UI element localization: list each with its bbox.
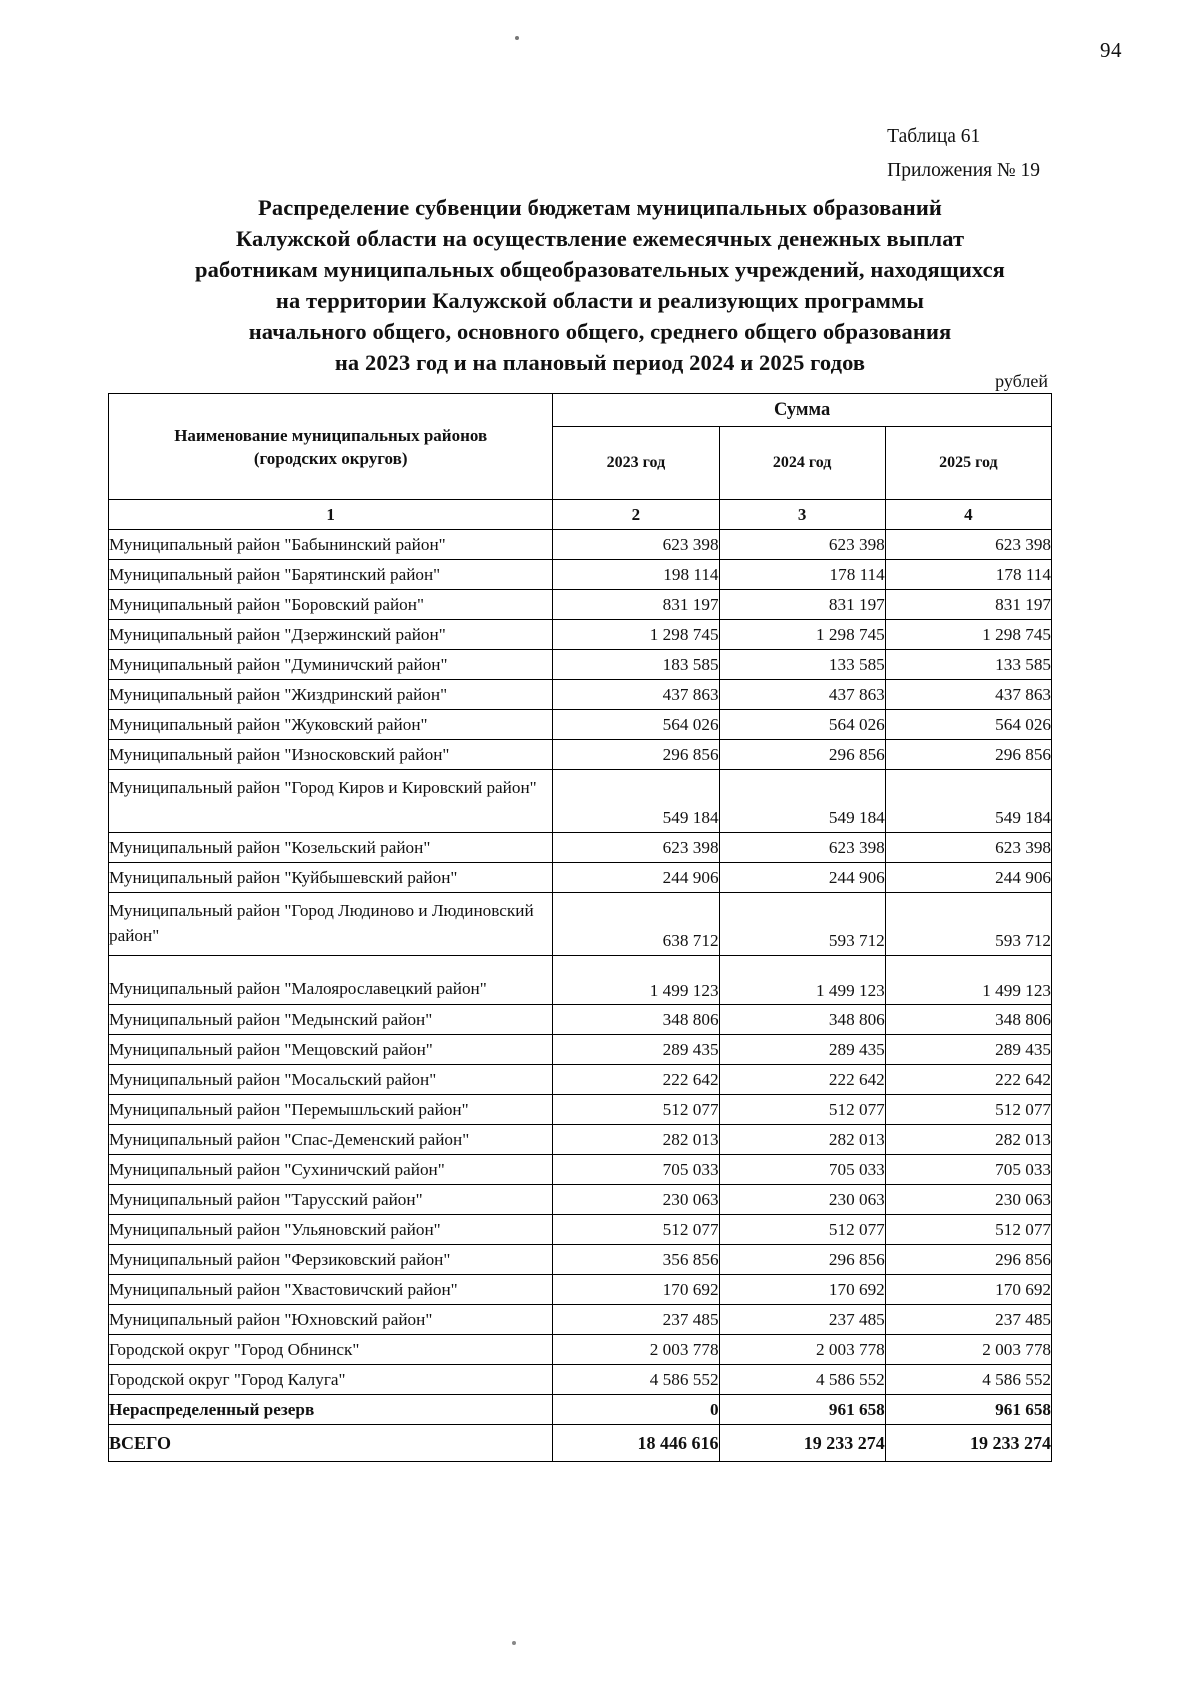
- table-row: [109, 863, 1052, 893]
- units-label: рублей: [995, 371, 1048, 391]
- row-value-2023: 1 298 745: [553, 620, 719, 650]
- row-value-2024: 348 806: [719, 1005, 885, 1035]
- table-row: [109, 1245, 1052, 1275]
- row-municipality-name: Муниципальный район "Дзержинский район": [109, 620, 553, 650]
- row-municipality-name: Муниципальный район "Тарусский район": [109, 1185, 553, 1215]
- row-municipality-name: Нераспределенный резерв: [109, 1395, 553, 1425]
- table-row: [109, 560, 1052, 590]
- table-row: [109, 1035, 1052, 1065]
- row-value-2023: 705 033: [553, 1155, 719, 1185]
- row-municipality-name: Городской округ "Город Калуга": [109, 1365, 553, 1395]
- row-municipality-name: Муниципальный район "Перемышльский район": [109, 1095, 553, 1125]
- row-value-2025: 512 077: [885, 1215, 1051, 1245]
- row-value-2024: 2 003 778: [719, 1335, 885, 1365]
- row-municipality-name: ВСЕГО: [109, 1425, 553, 1462]
- row-municipality-name: Муниципальный район "Жиздринский район": [109, 680, 553, 710]
- row-municipality-name: Муниципальный район "Бабынинский район": [109, 530, 553, 560]
- row-value-2023: 348 806: [553, 1005, 719, 1035]
- row-value-2023: 198 114: [553, 560, 719, 590]
- column-number-3: 3: [719, 500, 885, 530]
- table-row: [109, 1395, 1052, 1425]
- row-value-2023: 623 398: [553, 833, 719, 863]
- row-municipality-name: Муниципальный район "Хвастовичский район": [109, 1275, 553, 1305]
- row-value-2024: 296 856: [719, 740, 885, 770]
- column-number-row: [109, 500, 1052, 530]
- row-value-2025: 1 298 745: [885, 620, 1051, 650]
- row-value-2025: 437 863: [885, 680, 1051, 710]
- row-value-2024: 178 114: [719, 560, 885, 590]
- row-value-2025: 296 856: [885, 740, 1051, 770]
- row-value-2025: 133 585: [885, 650, 1051, 680]
- header-name-line2: (городских округов): [253, 448, 408, 468]
- row-value-2024: 133 585: [719, 650, 885, 680]
- title-line-1: Распределение субвенции бюджетам муниципальных образований: [258, 195, 942, 220]
- row-municipality-name: Муниципальный район "Медынский район": [109, 1005, 553, 1035]
- row-value-2024: 19 233 274: [719, 1425, 885, 1462]
- row-value-2025: 593 712: [885, 893, 1051, 956]
- row-value-2025: 623 398: [885, 530, 1051, 560]
- row-value-2023: 356 856: [553, 1245, 719, 1275]
- page-title: [0, 192, 1200, 378]
- row-value-2023: 170 692: [553, 1275, 719, 1305]
- table-row: [109, 1125, 1052, 1155]
- row-value-2025: 282 013: [885, 1125, 1051, 1155]
- table-row: [109, 770, 1052, 833]
- header-year-2023: 2023 год: [553, 427, 719, 500]
- row-value-2024: 705 033: [719, 1155, 885, 1185]
- row-value-2025: 296 856: [885, 1245, 1051, 1275]
- row-value-2023: 512 077: [553, 1215, 719, 1245]
- table-row: [109, 710, 1052, 740]
- row-value-2024: 564 026: [719, 710, 885, 740]
- row-municipality-name: Муниципальный район "Сухиничский район": [109, 1155, 553, 1185]
- row-municipality-name: Муниципальный район "Барятинский район": [109, 560, 553, 590]
- row-municipality-name: Муниципальный район "Мещовский район": [109, 1035, 553, 1065]
- table-row: [109, 1305, 1052, 1335]
- title-line-5: начального общего, основного общего, среднего общего образования: [248, 319, 952, 344]
- row-value-2025: 170 692: [885, 1275, 1051, 1305]
- header-sum-group: Сумма: [553, 394, 1052, 427]
- row-municipality-name: Муниципальный район "Юхновский район": [109, 1305, 553, 1335]
- row-municipality-name: Муниципальный район "Боровский район": [109, 590, 553, 620]
- row-value-2025: 549 184: [885, 770, 1051, 833]
- row-value-2023: 564 026: [553, 710, 719, 740]
- row-municipality-name: Муниципальный район "Износковский район": [109, 740, 553, 770]
- row-value-2023: 296 856: [553, 740, 719, 770]
- row-value-2025: 237 485: [885, 1305, 1051, 1335]
- page-artifact-dot-top: [515, 36, 519, 40]
- row-value-2024: 170 692: [719, 1275, 885, 1305]
- row-value-2024: 623 398: [719, 530, 885, 560]
- table-row: [109, 1005, 1052, 1035]
- row-value-2023: 222 642: [553, 1065, 719, 1095]
- row-value-2024: 237 485: [719, 1305, 885, 1335]
- row-value-2024: 296 856: [719, 1245, 885, 1275]
- row-value-2023: 2 003 778: [553, 1335, 719, 1365]
- row-value-2023: 289 435: [553, 1035, 719, 1065]
- row-value-2025: 4 586 552: [885, 1365, 1051, 1395]
- row-value-2024: 244 906: [719, 863, 885, 893]
- row-value-2023: 183 585: [553, 650, 719, 680]
- row-value-2023: 237 485: [553, 1305, 719, 1335]
- row-value-2025: 244 906: [885, 863, 1051, 893]
- table-row: [109, 1335, 1052, 1365]
- row-value-2024: 437 863: [719, 680, 885, 710]
- row-value-2025: 289 435: [885, 1035, 1051, 1065]
- row-municipality-name: Муниципальный район "Спас-Деменский район": [109, 1125, 553, 1155]
- table-row: [109, 650, 1052, 680]
- table-row: [109, 1065, 1052, 1095]
- row-value-2024: 289 435: [719, 1035, 885, 1065]
- row-municipality-name: Муниципальный район "Козельский район": [109, 833, 553, 863]
- row-value-2025: 512 077: [885, 1095, 1051, 1125]
- row-municipality-name: Муниципальный район "Ульяновский район": [109, 1215, 553, 1245]
- row-value-2025: 564 026: [885, 710, 1051, 740]
- table-row: [109, 530, 1052, 560]
- row-value-2023: 282 013: [553, 1125, 719, 1155]
- row-value-2024: 1 499 123: [719, 956, 885, 1005]
- row-value-2025: 705 033: [885, 1155, 1051, 1185]
- header-year-2024: 2024 год: [719, 427, 885, 500]
- row-municipality-name: Муниципальный район "Город Людиново и Людиновский район": [109, 893, 553, 956]
- table-row: [109, 1365, 1052, 1395]
- row-value-2025: 831 197: [885, 590, 1051, 620]
- row-municipality-name: Муниципальный район "Жуковский район": [109, 710, 553, 740]
- row-value-2024: 961 658: [719, 1395, 885, 1425]
- row-municipality-name: Муниципальный район "Думиничский район": [109, 650, 553, 680]
- row-value-2024: 230 063: [719, 1185, 885, 1215]
- row-value-2023: 244 906: [553, 863, 719, 893]
- row-value-2024: 282 013: [719, 1125, 885, 1155]
- row-value-2024: 1 298 745: [719, 620, 885, 650]
- row-value-2024: 222 642: [719, 1065, 885, 1095]
- distribution-table: [108, 393, 1052, 1462]
- row-value-2023: 638 712: [553, 893, 719, 956]
- row-value-2023: 0: [553, 1395, 719, 1425]
- appendix-label: Приложения № 19: [887, 160, 1040, 181]
- row-value-2025: 623 398: [885, 833, 1051, 863]
- column-number-4: 4: [885, 500, 1051, 530]
- row-municipality-name: Муниципальный район "Город Киров и Кировский район": [109, 770, 553, 833]
- row-value-2025: 178 114: [885, 560, 1051, 590]
- row-municipality-name: Муниципальный район "Малоярославецкий район": [109, 956, 553, 1005]
- row-municipality-name: Муниципальный район "Ферзиковский район": [109, 1245, 553, 1275]
- title-line-4: на территории Калужской области и реализующих программы: [275, 288, 925, 313]
- table-row: [109, 740, 1052, 770]
- row-value-2025: 2 003 778: [885, 1335, 1051, 1365]
- table-row: [109, 680, 1052, 710]
- table-row: [109, 590, 1052, 620]
- row-value-2023: 1 499 123: [553, 956, 719, 1005]
- table-row: [109, 1185, 1052, 1215]
- row-value-2025: 222 642: [885, 1065, 1051, 1095]
- row-value-2023: 18 446 616: [553, 1425, 719, 1462]
- row-value-2025: 19 233 274: [885, 1425, 1051, 1462]
- row-value-2023: 831 197: [553, 590, 719, 620]
- table-row: [109, 1155, 1052, 1185]
- table-row: [109, 1425, 1052, 1462]
- table-label: Таблица 61: [887, 126, 981, 147]
- row-value-2025: 348 806: [885, 1005, 1051, 1035]
- title-line-2: Калужской области на осуществление ежемесячных денежных выплат: [235, 226, 965, 251]
- header-year-2025: 2025 год: [885, 427, 1051, 500]
- row-municipality-name: Муниципальный район "Мосальский район": [109, 1065, 553, 1095]
- title-line-3: работникам муниципальных общеобразовательных учреждений, находящихся: [195, 257, 1005, 282]
- row-municipality-name: Муниципальный район "Куйбышевский район": [109, 863, 553, 893]
- row-value-2023: 512 077: [553, 1095, 719, 1125]
- row-value-2023: 4 586 552: [553, 1365, 719, 1395]
- title-line-6: на 2023 год и на плановый период 2024 и 2025 годов: [334, 350, 866, 375]
- page-artifact-dot-bottom: [512, 1641, 516, 1645]
- table-header: [109, 394, 1052, 530]
- table-row: [109, 956, 1052, 1005]
- row-value-2024: 831 197: [719, 590, 885, 620]
- row-value-2024: 623 398: [719, 833, 885, 863]
- row-municipality-name: Городской округ "Город Обнинск": [109, 1335, 553, 1365]
- row-value-2024: 512 077: [719, 1215, 885, 1245]
- header-name-line1: Наименование муниципальных районов: [174, 425, 488, 445]
- row-value-2023: 230 063: [553, 1185, 719, 1215]
- row-value-2025: 961 658: [885, 1395, 1051, 1425]
- column-number-1: 1: [109, 500, 553, 530]
- row-value-2025: 230 063: [885, 1185, 1051, 1215]
- row-value-2023: 437 863: [553, 680, 719, 710]
- document-meta: [887, 120, 1040, 188]
- row-value-2024: 549 184: [719, 770, 885, 833]
- row-value-2025: 1 499 123: [885, 956, 1051, 1005]
- table-body: [109, 530, 1052, 1462]
- table-row: [109, 620, 1052, 650]
- row-value-2023: 549 184: [553, 770, 719, 833]
- row-value-2024: 4 586 552: [719, 1365, 885, 1395]
- row-value-2024: 512 077: [719, 1095, 885, 1125]
- table-row: [109, 1095, 1052, 1125]
- row-value-2024: 593 712: [719, 893, 885, 956]
- table-row: [109, 893, 1052, 956]
- header-name-column: [109, 394, 553, 500]
- table-row: [109, 1215, 1052, 1245]
- column-number-2: 2: [553, 500, 719, 530]
- page-number: 94: [1100, 38, 1122, 62]
- row-value-2023: 623 398: [553, 530, 719, 560]
- table-row: [109, 833, 1052, 863]
- table-row: [109, 1275, 1052, 1305]
